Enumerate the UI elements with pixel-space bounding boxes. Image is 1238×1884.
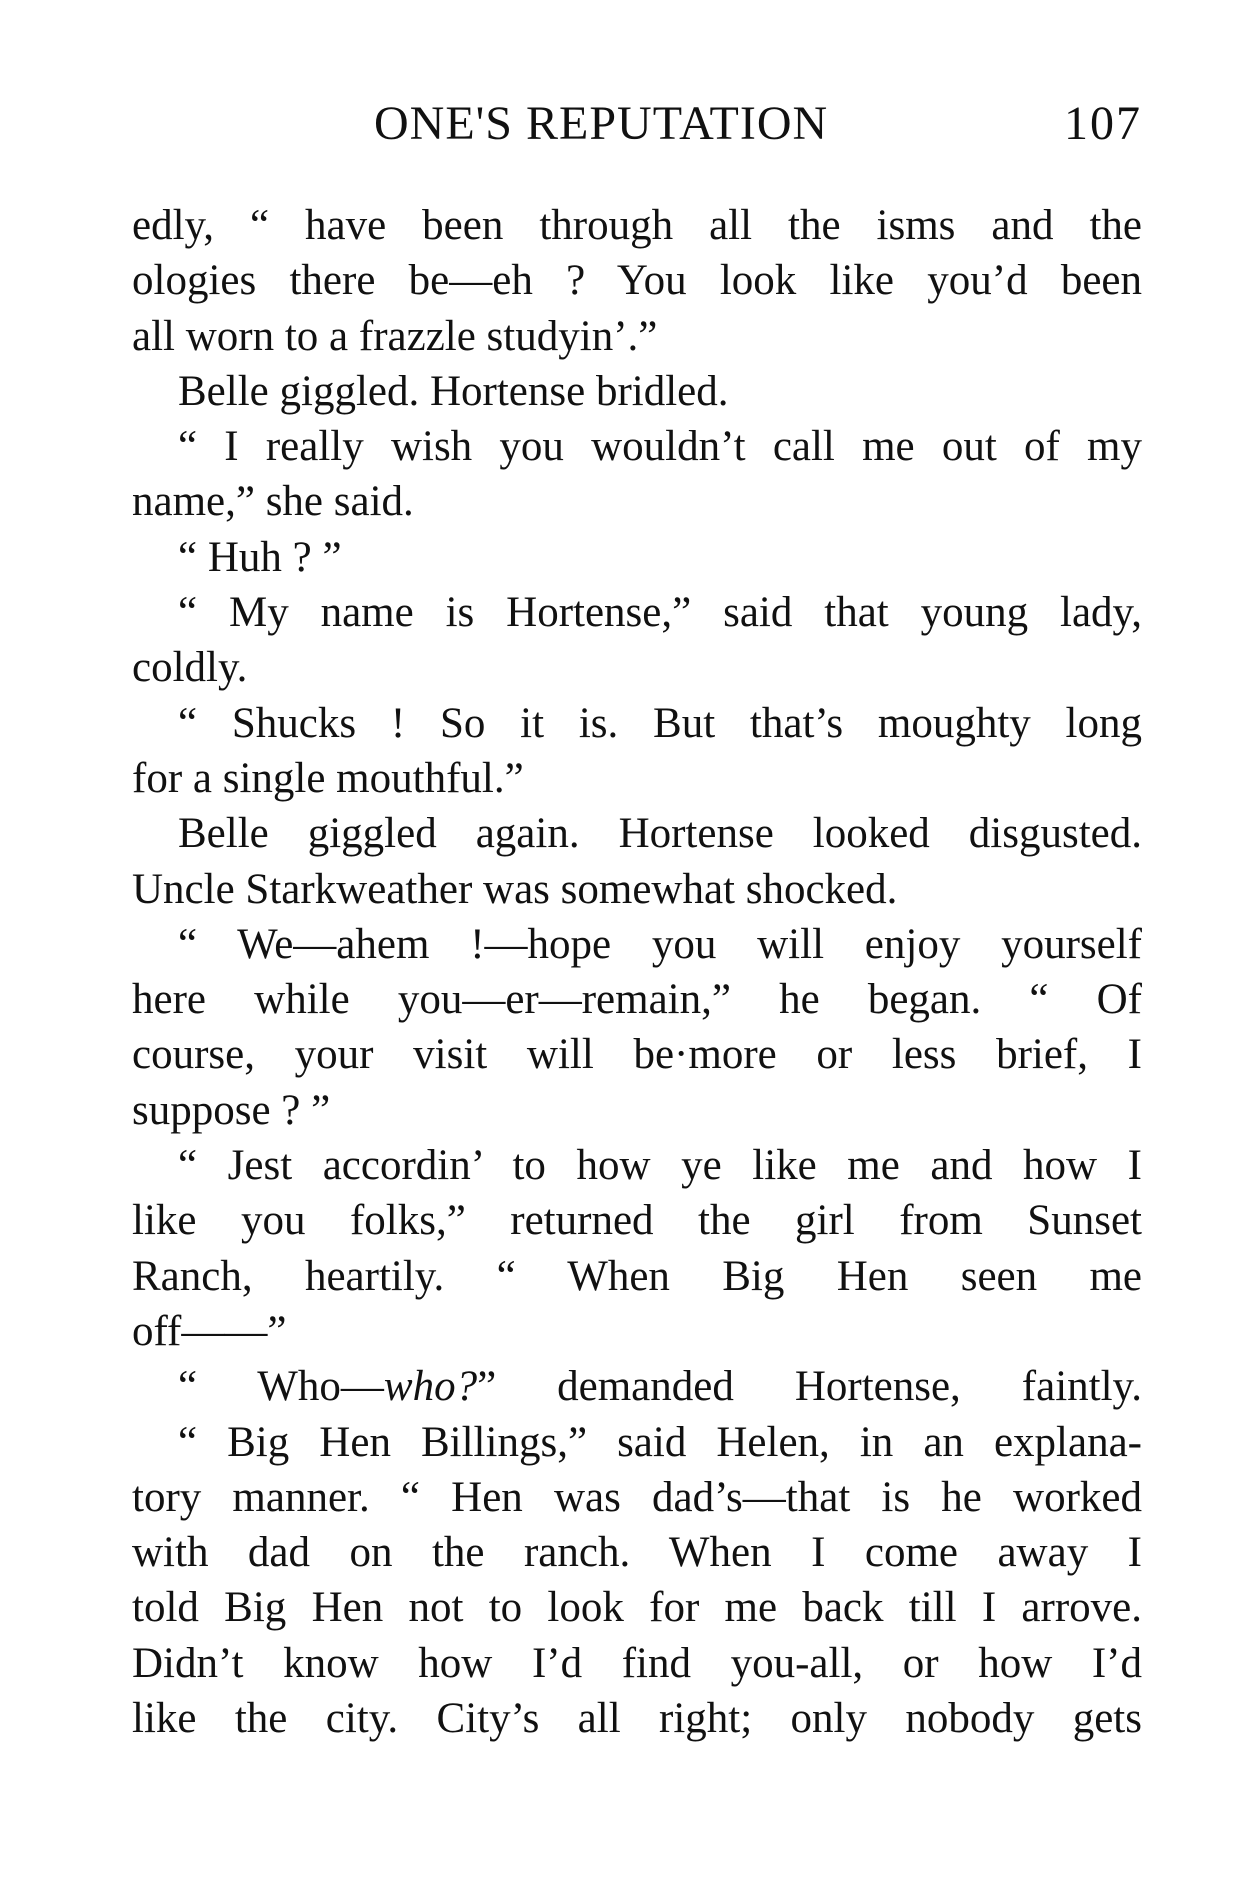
emphasized-word: who? bbox=[383, 1363, 478, 1411]
text-line: “ My name is Hortense,” said that young lady, bbox=[178, 589, 1142, 637]
text-line: coldly. bbox=[132, 644, 248, 692]
text-line: “ Big Hen Billings,” said Helen, in an explana- bbox=[178, 1418, 1142, 1466]
text-line: “ Shucks ! So it is. But that’s moughty long bbox=[178, 699, 1142, 747]
text-line: “ Huh ? ” bbox=[178, 533, 342, 581]
text-segment: ” demanded Hortense, faintly. bbox=[477, 1363, 1142, 1411]
running-head bbox=[132, 96, 1142, 158]
page-number: 107 bbox=[1064, 97, 1142, 150]
text-line: Ranch, heartily. “ When Big Hen seen me bbox=[132, 1252, 1142, 1300]
text-segment: “ Who— bbox=[178, 1363, 384, 1411]
text-line: here while you—er—remain,” he began. “ Of bbox=[132, 976, 1142, 1024]
body-text bbox=[132, 198, 1142, 1746]
text-line: “ We—ahem !—hope you will enjoy yourself bbox=[178, 920, 1142, 968]
text-line: tory manner. “ Hen was dad’s—that is he worked bbox=[132, 1473, 1142, 1521]
text-line: like you folks,” returned the girl from Sunset bbox=[132, 1197, 1142, 1245]
text-line: course, your visit will be·more or less brief, I bbox=[132, 1031, 1142, 1079]
text-line: off——” bbox=[132, 1307, 287, 1355]
text-line: with dad on the ranch. When I come away I bbox=[132, 1529, 1142, 1577]
text-line: Didn’t know how I’d find you-all, or how I’d bbox=[132, 1639, 1142, 1687]
text-line: “ I really wish you wouldn’t call me out of my bbox=[178, 423, 1142, 471]
text-line-with-emphasis bbox=[132, 1359, 1142, 1414]
text-line: Uncle Starkweather was somewhat shocked. bbox=[132, 865, 898, 913]
text-line: like the city. City’s all right; only nobody gets bbox=[132, 1695, 1142, 1743]
text-line: for a single mouthful.” bbox=[132, 754, 524, 802]
text-line: Belle giggled again. Hortense looked disgusted. bbox=[178, 810, 1142, 858]
text-line: “ Jest accordin’ to how ye like me and how I bbox=[178, 1142, 1142, 1190]
text-line: Belle giggled. Hortense bridled. bbox=[178, 367, 729, 415]
text-line: told Big Hen not to look for me back till I arrove. bbox=[132, 1584, 1142, 1632]
text-line: ologies there be—eh ? You look like you’d been bbox=[132, 257, 1142, 305]
running-title: ONE'S REPUTATION bbox=[374, 97, 829, 150]
text-line: name,” she said. bbox=[132, 478, 414, 526]
text-line: edly, “ have been through all the isms and the bbox=[132, 202, 1142, 249]
text-line: suppose ? ” bbox=[132, 1086, 331, 1134]
text-line: all worn to a frazzle studyin’.” bbox=[132, 312, 658, 360]
